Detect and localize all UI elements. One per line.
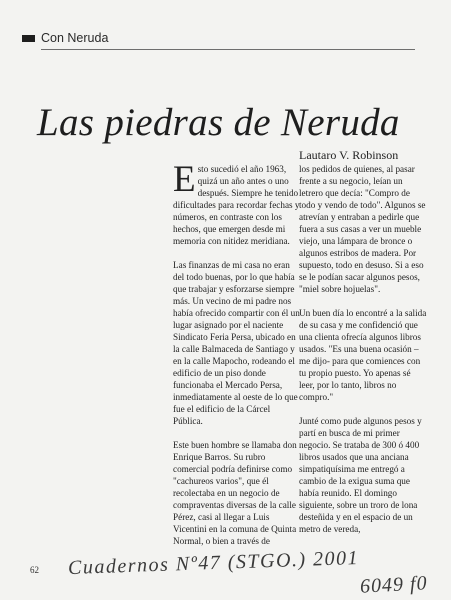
paragraph: los pedidos de quienes, al pasar frente a su negocio, leían un letrero que decía: "Compro de todo y vendo de todo". Algunos se atrevían y entraban a pedirle que fuera a sus casas a ver un mueble viejo, una lámpara de bronce o algunos estribos de madera. Por supuesto, todo en desuso. Si a eso se le podían sacar algunos pesos, "miel sobre hojuelas". bbox=[299, 164, 426, 294]
handwritten-note: Cuadernos Nº47 (STGO.) 2001 bbox=[67, 546, 360, 580]
section-marker-bar bbox=[22, 35, 35, 42]
article-author: Lautaro V. Robinson bbox=[299, 148, 399, 162]
text-column-left bbox=[173, 159, 301, 547]
paragraph: Junté como pude algunos pesos y partí en busca de mi primer negocio. Se trataba de 300 ó 400 libros usados que una anciana simpatiquísima me entregó a cambio de la exigua suma que había reunido. El domingo siguiente, sobre un troro de lona desteñida y en el espacio de un metro de vereda, bbox=[299, 416, 422, 534]
page-number: 62 bbox=[30, 565, 39, 575]
paragraph: Un buen día lo encontré a la salida de su casa y me confidenció que una clienta ofrecía algunos libros usados. "Es una buena ocasión –me dijo- para que comiences con tu propio puesto. Yo apenas sé leer, por lo tanto, libros no compro." bbox=[299, 308, 427, 402]
paragraph: Este buen hombre se llamaba don Enrique Barros. Su rubro comercial podría definirse como "cachureos varios", que él recolectaba en un negocio de compraventas diversas de la calle Pérez, casi al llegar a Luis Vicentini en la comuna de Quinta Normal, o bien a través de bbox=[173, 440, 297, 546]
handwritten-code: 6049 f0 bbox=[359, 572, 429, 598]
article-title: Las piedras de Neruda bbox=[37, 101, 400, 144]
section-label: Con Neruda bbox=[41, 31, 109, 45]
header-rule bbox=[41, 49, 415, 50]
drop-cap: E bbox=[173, 159, 196, 200]
paragraph bbox=[173, 159, 301, 247]
paragraph: Las finanzas de mi casa no eran del todo buenas, por lo que había que trabajar y esforzarse siempre más. Un vecino de mi padre nos había ofrecido compartir con él un lugar asignado por el naciente Sindicato Feria Persa, ubicado en la calle Balmaceda de Santiago y en la calle Mapocho, rodeando el edificio de un piso donde funcionaba el Mercado Persa, inmediatamente al oeste de lo que fue el edificio de la Cárcel Pública. bbox=[173, 260, 300, 426]
paragraph-text: sto sucedió el año 1963, quizá un año antes o uno después. Siempre he tenido dificultades para recordar fechas y números, en contraste con los hechos, que emergen desde mi memoria con nitidez meridiana. bbox=[173, 164, 300, 246]
text-column-right bbox=[299, 163, 427, 535]
